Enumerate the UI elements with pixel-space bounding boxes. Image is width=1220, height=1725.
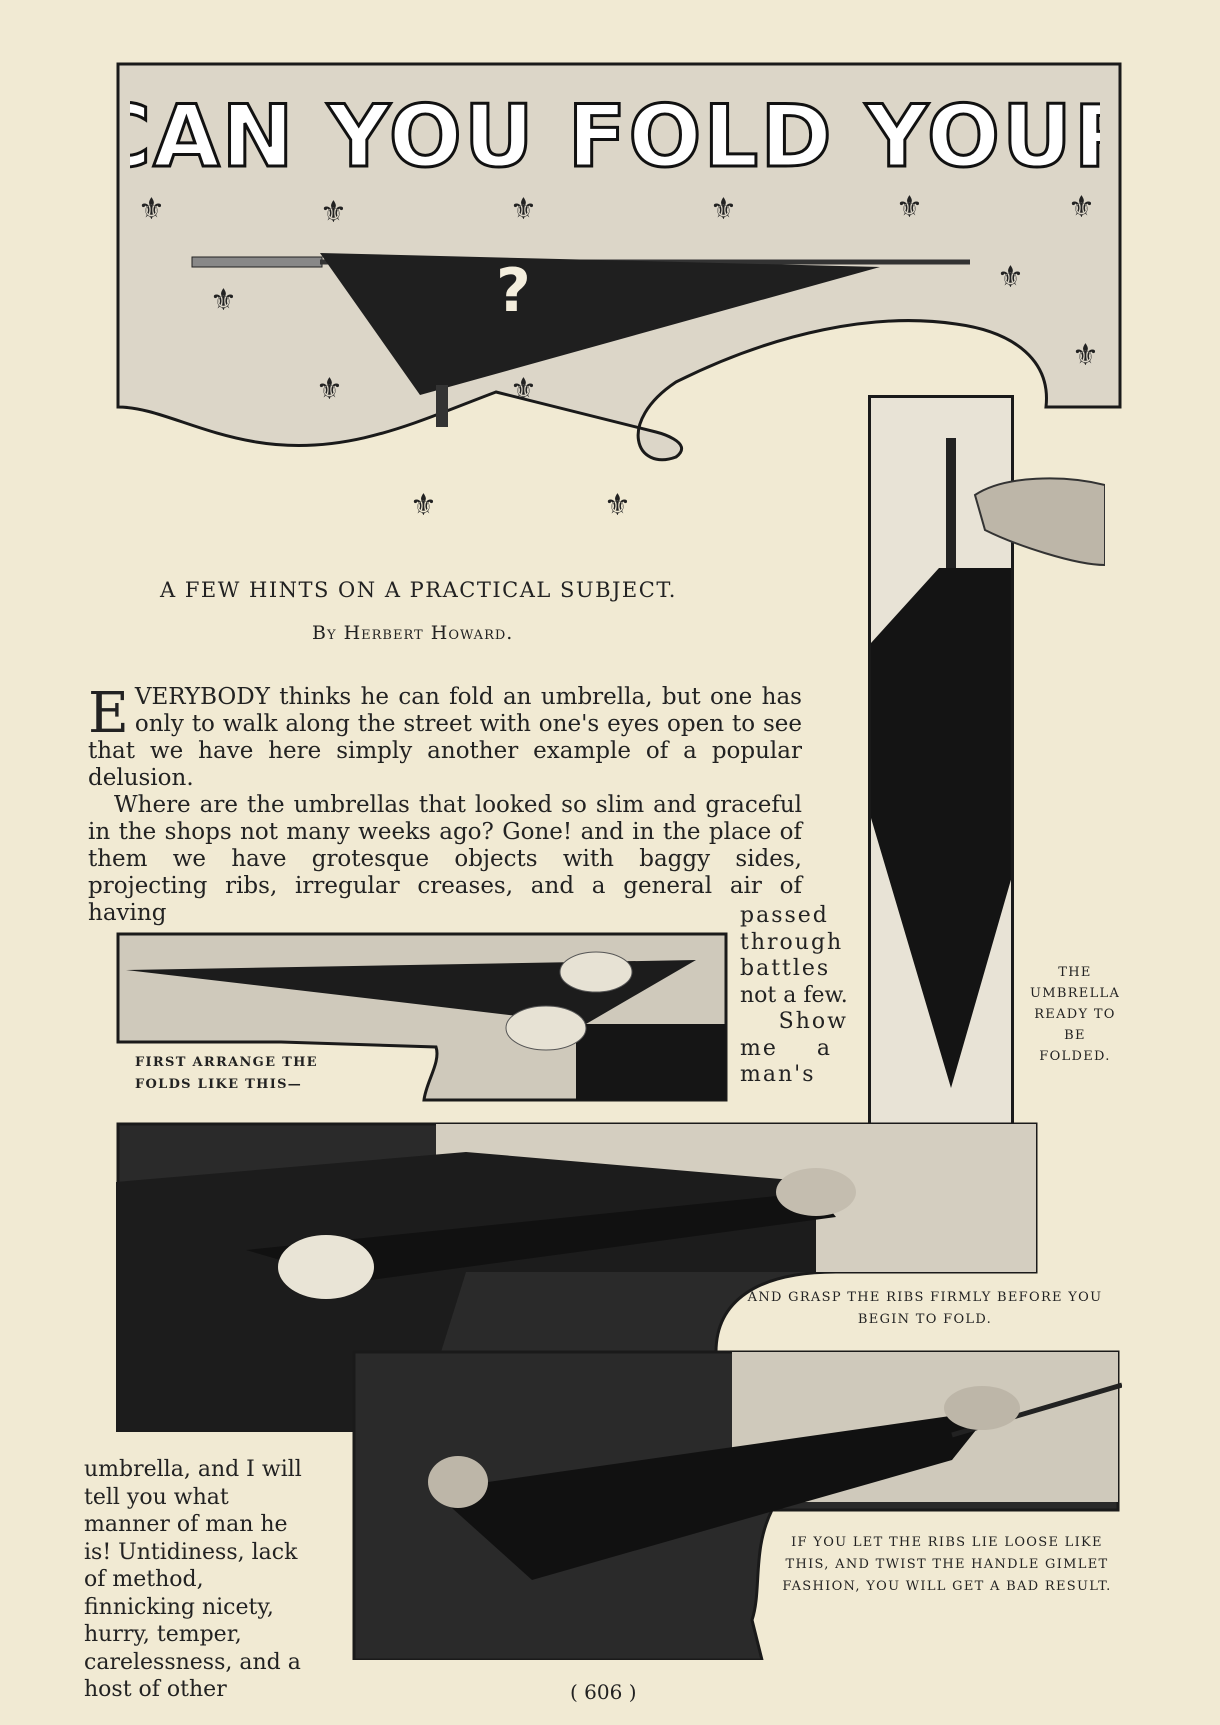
fleur-de-lis-icon: ⚜ xyxy=(1068,190,1095,225)
fleur-de-lis-icon: ⚜ xyxy=(410,488,437,523)
fleur-de-lis-icon: ⚜ xyxy=(1072,338,1099,373)
caption-ready: THE UMBRELLA READY TO BE FOLDED. xyxy=(1030,965,1121,1064)
fleur-de-lis-icon: ⚜ xyxy=(997,260,1024,295)
fleur-de-lis-icon: ⚜ xyxy=(316,372,343,407)
photo-ribs-loose xyxy=(352,1350,1122,1660)
question-mark: ? xyxy=(496,256,531,326)
article-byline: By Herbert Howard. xyxy=(312,622,514,644)
drop-cap: E xyxy=(88,681,129,746)
fleur-de-lis-icon: ⚜ xyxy=(320,195,347,230)
umbrella-illustration xyxy=(190,245,980,449)
fleur-de-lis-icon: ⚜ xyxy=(510,192,537,227)
title-text: CAN YOU FOLD YOUR xyxy=(130,87,1100,186)
fleur-de-lis-icon: ⚜ xyxy=(896,190,923,225)
article-continuation: umbrella, and I will tell you what manner of man he is! Untidiness, lack of method, finnicking nicety, hurry, temper, carelessness, and a host of other xyxy=(84,1457,302,1702)
fleur-de-lis-icon: ⚜ xyxy=(138,192,165,227)
narrow-line: through xyxy=(740,929,844,955)
page-title xyxy=(130,86,1100,186)
paragraph-1: VERYBODY thinks he can fold an umbrella, but one has only to walk along the street with one's eyes open to see that we have here simply another example of a popular delusion. xyxy=(88,684,802,791)
page-number: ( 606 ) xyxy=(570,1680,637,1704)
fleur-de-lis-icon: ⚜ xyxy=(510,372,537,407)
fleur-de-lis-icon: ⚜ xyxy=(604,488,631,523)
narrow-line: Show xyxy=(778,1009,848,1034)
fleur-de-lis-icon: ⚜ xyxy=(210,283,237,318)
article-subtitle: A FEW HINTS ON A PRACTICAL SUBJECT. xyxy=(160,578,677,602)
article-body xyxy=(88,681,802,927)
caption-first: FIRST ARRANGE THE FOLDS LIKE THIS— xyxy=(135,1055,318,1092)
fleur-de-lis-icon: ⚜ xyxy=(710,192,737,227)
narrow-line: man's xyxy=(740,1062,816,1087)
narrow-line: not a few. xyxy=(740,982,848,1008)
paragraph-2: Where are the umbrellas that looked so slim and graceful in the shops not many weeks ago? Gone! and in the place of them we have grotesque objects with baggy sides, projecting ribs, irregular creases, and a general air of having xyxy=(88,792,802,926)
caption-grasp: AND GRASP THE RIBS FIRMLY BEFORE YOU BEGIN TO FOLD. xyxy=(747,1290,1103,1327)
narrow-text-column xyxy=(740,903,848,1089)
caption-twist: IF YOU LET THE RIBS LIE LOOSE LIKE THIS, AND TWIST THE HANDLE GIMLET FASHION, YOU WILL GET A BAD RESULT. xyxy=(782,1535,1112,1594)
hand-holding-icon xyxy=(955,455,1105,575)
narrow-line: passed xyxy=(740,903,829,928)
narrow-line: battles xyxy=(740,956,831,981)
narrow-line: me a xyxy=(740,1035,832,1061)
